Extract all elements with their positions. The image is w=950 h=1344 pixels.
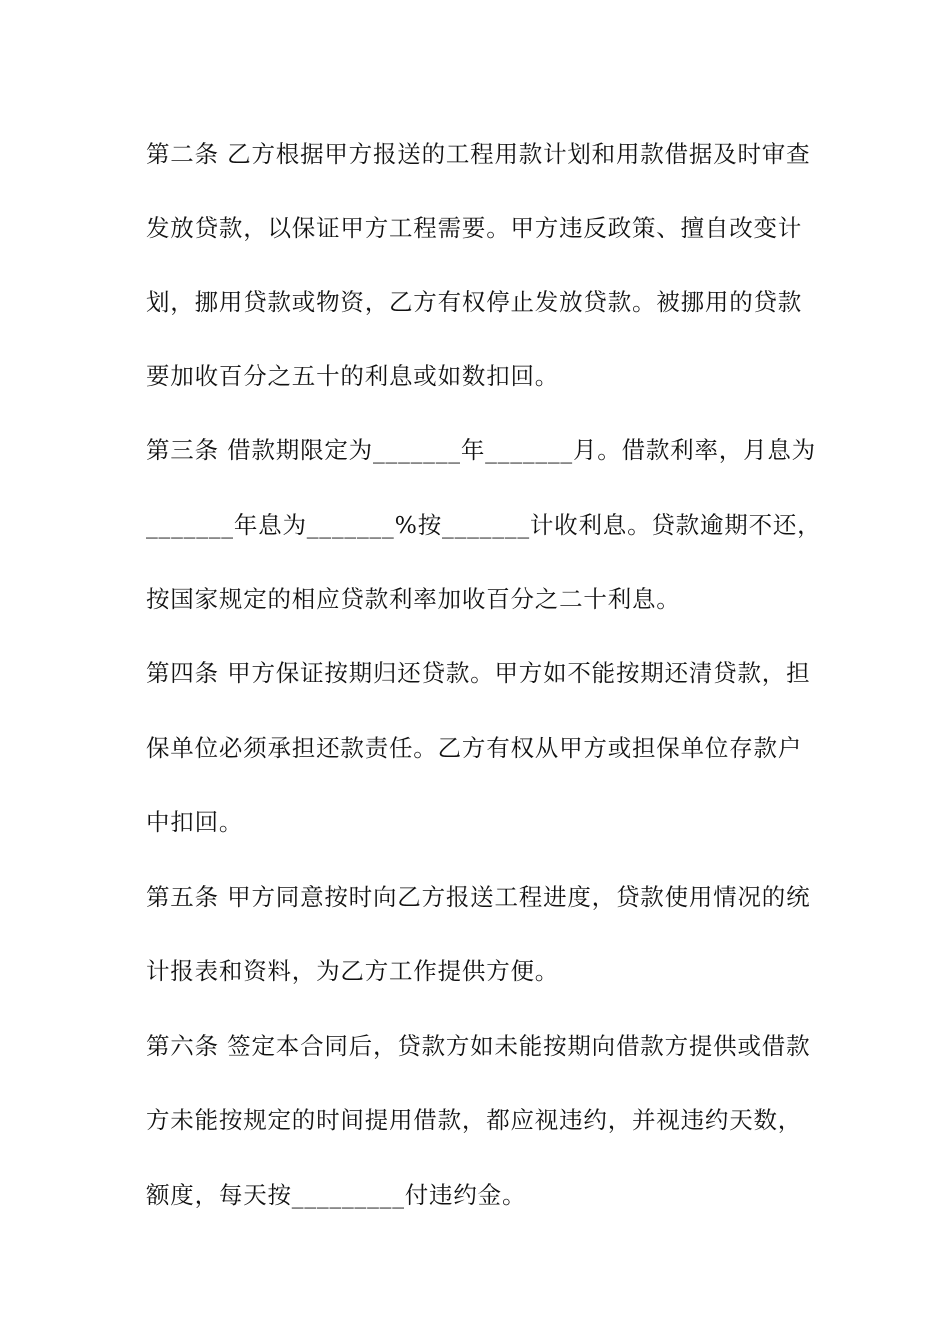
line-text: 计报表和资料，为乙方工作提供方便。 bbox=[146, 957, 560, 985]
line-text: 第六条 签定本合同后，贷款方如未能按期向借款方提供或借款 bbox=[146, 1032, 811, 1060]
line-text: 第五条 甲方同意按时向乙方报送工程进度，贷款使用情况的统 bbox=[146, 883, 811, 911]
text-line-4 bbox=[146, 358, 826, 394]
line-text: 方未能按规定的时间提用借款，都应视违约，并视违约天数， bbox=[146, 1106, 803, 1134]
text-line-1 bbox=[146, 136, 826, 172]
text-line-8 bbox=[146, 655, 826, 691]
text-line-14 bbox=[146, 1102, 826, 1138]
line-text: 要加收百分之五十的利息或如数扣回。 bbox=[146, 362, 560, 390]
line-text: 第四条 甲方保证按期归还贷款。甲方如不能按期还清贷款，担 bbox=[146, 659, 811, 687]
line-text: 划，挪用贷款或物资，乙方有权停止发放贷款。被挪用的贷款 bbox=[146, 288, 803, 316]
line-text: 发放贷款，以保证甲方工程需要。甲方违反政策、擅自改变计 bbox=[146, 214, 803, 242]
line-text: _______年息为_______%按_______计收利息。贷款逾期不还， bbox=[146, 511, 822, 539]
text-line-9 bbox=[146, 730, 826, 766]
text-line-12 bbox=[146, 953, 826, 989]
line-text: 第二条 乙方根据甲方报送的工程用款计划和用款借据及时审查 bbox=[146, 140, 811, 168]
text-line-13 bbox=[146, 1028, 826, 1064]
line-text: 中扣回。 bbox=[146, 808, 244, 836]
text-line-7 bbox=[146, 581, 826, 617]
text-line-5 bbox=[146, 432, 826, 468]
text-line-15 bbox=[146, 1177, 826, 1213]
text-line-10 bbox=[146, 804, 826, 840]
text-line-3 bbox=[146, 284, 826, 320]
text-line-2 bbox=[146, 210, 826, 246]
text-line-6 bbox=[146, 507, 826, 543]
line-text: 按国家规定的相应贷款利率加收百分之二十利息。 bbox=[146, 585, 681, 613]
line-text: 第三条 借款期限定为_______年_______月。借款利率，月息为 bbox=[146, 436, 816, 464]
line-text: 保单位必须承担还款责任。乙方有权从甲方或担保单位存款户 bbox=[146, 734, 803, 762]
line-text: 额度，每天按_________付违约金。 bbox=[146, 1181, 527, 1209]
text-line-11 bbox=[146, 879, 826, 915]
